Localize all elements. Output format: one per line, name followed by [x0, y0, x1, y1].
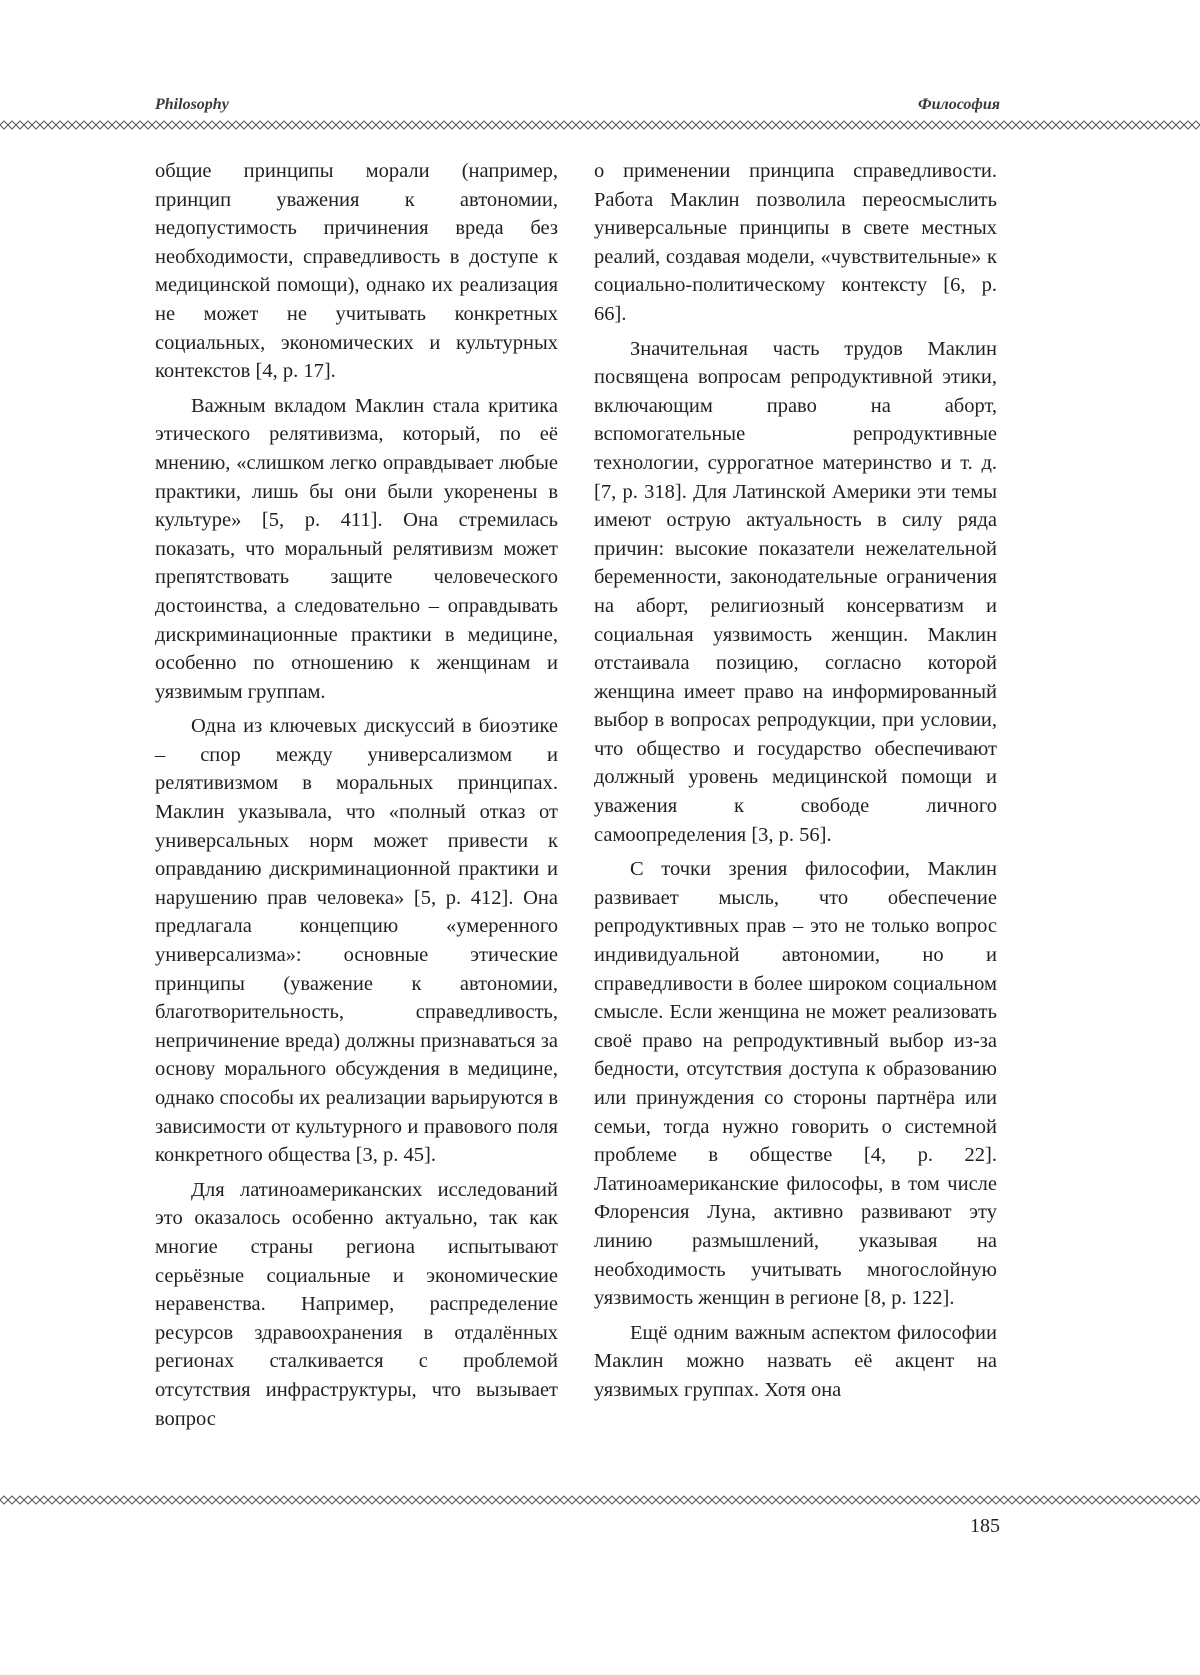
right-paragraph-2: Значительная часть трудов Маклин посвящена вопросам репродуктивной этики, включающим право на аборт, вспомогательные репродуктивные технологии, суррогатное материнство и т. д. [7, p. 318]. Для Латинской Америки эти темы имеют острую актуальность в силу ряда причин: высокие показатели нежелательной беременности, законодательные ограничения на аборт, религиозный консерватизм и социальная уязвимость женщин. Маклин отстаивала позицию, согласно которой женщина имеет право на информированный выбор в вопросах репродукции, при условии, что общество и государство обеспечивают должный уровень медицинской помощи и уважения к свободе личного самоопределения [3, p. 56]. [594, 337, 997, 846]
running-head [155, 96, 1000, 116]
left-paragraph-2: Важным вкладом Маклин стала критика этического релятивизма, который, по её мнению, «слишком легко оправдывает любые практики, лишь бы они были укоренены в культуре» [5, p. 411]. Она стремилась показать, что моральный релятивизм может препятствовать защите человеческого достоинства, а следовательно – оправдывать дискриминационные практики в медицине, особенно по отношению к женщинам и уязвимым группам. [155, 394, 558, 703]
running-head-left: Philosophy [155, 96, 229, 113]
left-column [155, 157, 558, 1433]
left-paragraph-3: Одна из ключевых дискуссий в биоэтике – спор между универсализмом и релятивизмом в моральных принципах. Маклин указывала, что «полный отказ от универсальных норм может привести к оправданию дискриминационной практики и нарушению прав человека» [5, p. 412]. Она предлагала концепцию «умеренного универсализма»: основные этические принципы (уважение к автономии, благотворительность, справедливость, непричинение вреда) должны признаваться за основу морального обсуждения в медицине, однако способы их реализации варьируются в зависимости от культурного и правового поля конкретного общества [3, p. 45]. [155, 715, 558, 1167]
right-column [594, 157, 997, 1405]
right-paragraph-1: о применении принципа справедливости. Работа Маклин позволила переосмыслить универсальные принципы в свете местных реалий, создавая модели, «чувствительные» к социально-политическому контексту [6, p. 66]. [594, 160, 997, 325]
bottom-ornament-rule [0, 1494, 1200, 1506]
right-paragraph-4: Ещё одним важным аспектом философии Маклин можно назвать её акцент на уязвимых группах. Хотя она [594, 1321, 997, 1401]
right-paragraph-3: С точки зрения философии, Маклин развивает мысль, что обеспечение репродуктивных прав – это не только вопрос индивидуальной автономии, но и справедливости в более широком социальном смысле. Если женщина не может реализовать своё право на репродуктивный выбор из-за бедности, отсутствия доступа к образованию или принуждения со стороны партнёра или семьи, тогда нужно говорить о системной проблеме в обществе [4, p. 22]. Латиноамериканские философы, в том числе Флоренсия Луна, активно развивают эту линию размышлений, указывая на необходимость учитывать многослойную уязвимость женщин в регионе [8, p. 122]. [594, 858, 997, 1310]
left-paragraph-4: Для латиноамериканских исследований это оказалось особенно актуально, так как многие страны региона испытывают серьёзные социальные и экономические неравенства. Например, распределение ресурсов здравоохранения в отдалённых регионах сталкивается с проблемой отсутствия инфраструктуры, что вызывает вопрос [155, 1178, 558, 1430]
top-ornament-rule [0, 119, 1200, 131]
page-number: 185 [970, 1515, 1000, 1537]
left-paragraph-1: общие принципы морали (например, принцип уважения к автономии, недопустимость причинения вреда без необходимости, справедливость в доступе к медицинской помощи), однако их реализация не может не учитывать конкретных социальных, экономических и культурных контекстов [4, p. 17]. [155, 160, 558, 383]
running-head-right: Философия [917, 96, 1000, 113]
